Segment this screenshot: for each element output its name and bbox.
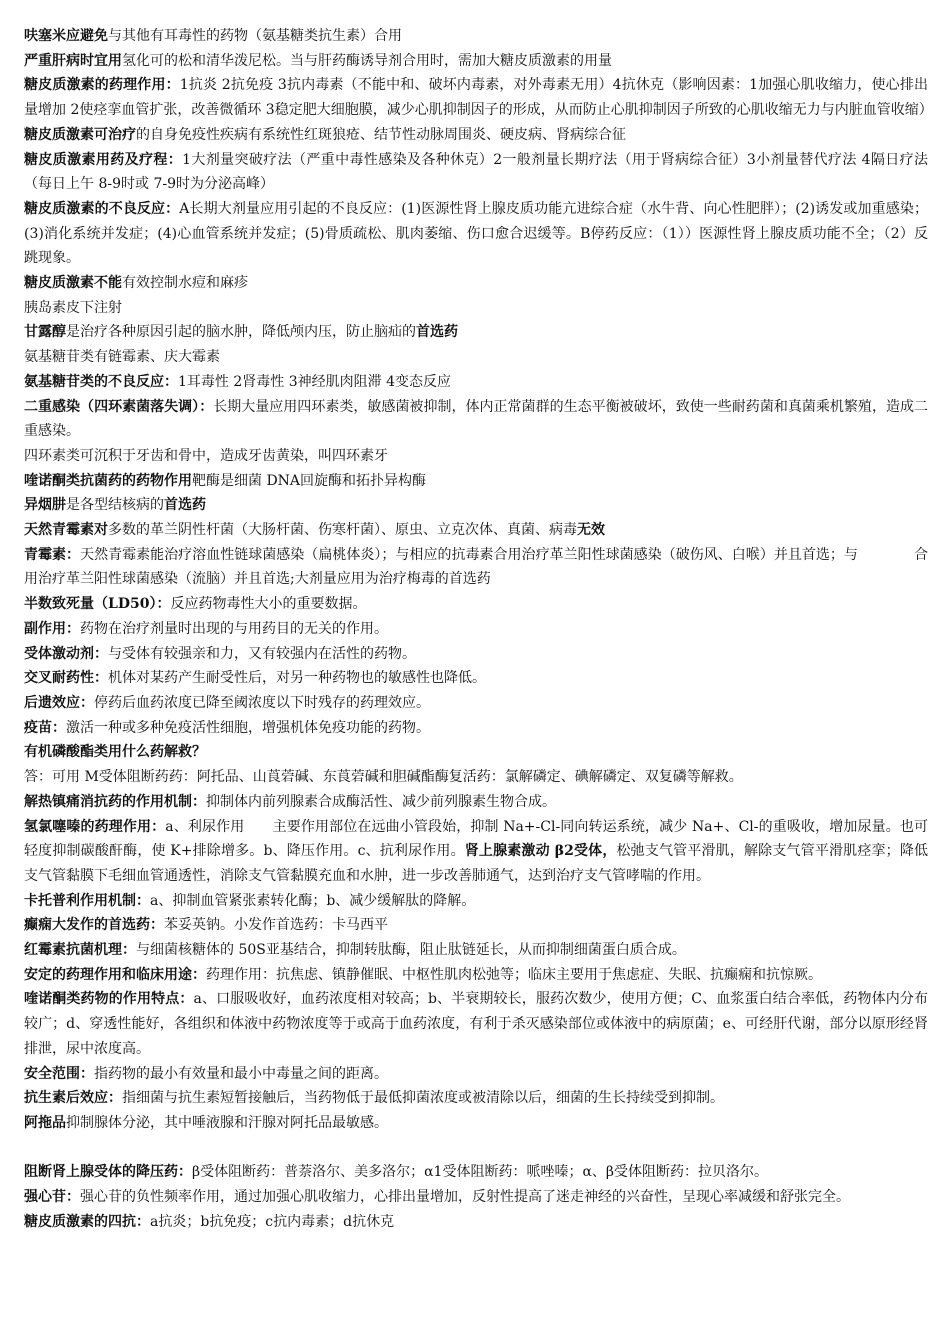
paragraph xyxy=(24,790,928,815)
body-text: 与细菌核糖体的 50S亚基结合，抑制转肽酶，阻止肽链延长，从而抑制细菌蛋白质合成。 xyxy=(136,942,686,959)
body-text: 与其他有耳毒性的药物（氨基糖类抗生素）合用 xyxy=(108,28,402,44)
bold-term: 后遗效应： xyxy=(24,694,94,711)
bold-term: 首选药 xyxy=(164,497,206,514)
body-text: 苯妥英钠。小发作首选药：卡马西平 xyxy=(164,917,388,934)
paragraph xyxy=(24,716,928,741)
paragraph xyxy=(24,444,928,469)
body-text: 抑制腺体分泌，其中唾液腺和汗腺对阿托品最敏感。 xyxy=(66,1114,388,1131)
body-text: 长期大量应用四环素类，敏感菌被抑制，体内正常菌群的生态平衡被破坏，致使一些耐药菌和真菌乘机繁殖，造成二重感染。 xyxy=(24,398,928,440)
bold-term: 呋塞米应避免 xyxy=(24,28,108,44)
paragraph xyxy=(24,740,928,765)
paragraph xyxy=(24,1210,928,1235)
bold-term: 喹诺酮类抗菌药的药物作用 xyxy=(24,472,192,489)
bold-term: 受体激动剂： xyxy=(24,645,108,662)
bold-term: 氨基糖苷类的不良反应： xyxy=(24,373,178,390)
paragraph xyxy=(24,320,928,345)
body-text: 激活一种或多种免疫活性细胞，增强机体免疫功能的药物。 xyxy=(66,719,430,736)
blank-line xyxy=(24,1136,928,1161)
paragraph xyxy=(24,543,928,592)
paragraph xyxy=(24,197,928,271)
body-text: 有效控制水痘和麻疹 xyxy=(122,275,248,292)
body-text: 1大剂量突破疗法（严重中毒性感染及各种休克）2一般剂量长期疗法（用于肾病综合征）3小剂量替代疗法 4隔日疗法（每日上午 8-9时或 7-9时为分泌高峰） xyxy=(24,151,929,193)
bold-term: 交叉耐药性： xyxy=(24,670,108,687)
body-text: a、利尿作用 主要作用部位在远曲小管段始，抑制 Na+-Cl-同向转运系统，减少 Na+、Cl-的重吸收，增加尿量。也可轻度抑制碳酸酐酶，使 K+排除增多。b、降压作用。c、抗利尿作用。 xyxy=(24,818,928,860)
bold-term: 严重肝病时宜用 xyxy=(24,52,122,69)
body-text: 指药物的最小有效量和最小中毒量之间的距离。 xyxy=(94,1065,388,1082)
bold-term: 阿拖品 xyxy=(24,1114,66,1131)
bold-term: 异烟肼 xyxy=(24,497,66,514)
bold-term: 青霉素： xyxy=(24,546,81,563)
paragraph xyxy=(24,1062,928,1087)
paragraph xyxy=(24,1086,928,1111)
paragraph xyxy=(24,617,928,642)
body-text: 是治疗各种原因引起的脑水肿，降低颅内压，防止脑疝的 xyxy=(66,324,416,341)
bold-term: 氢氯噻嗪的药理作用： xyxy=(24,818,166,835)
bold-term: 糖皮质激素的四抗： xyxy=(24,1213,150,1230)
body-text: 天然青霉素能治疗溶血性链球菌感染（扁桃体炎）；与相应的抗毒素合用治疗革兰阳性球菌感染（破伤风、白喉）并且首选；与 合用治疗革兰阳性球菌感染（流脑）并且首选;大剂量应用为治疗梅毒的首选药 xyxy=(24,546,928,588)
body-text: 氢化可的松和清华泼尼松。当与肝药酶诱导剂合用时，需加大糖皮质激素的用量 xyxy=(122,52,612,69)
paragraph xyxy=(24,889,928,914)
bold-term: 解热镇痛消抗药的作用机制： xyxy=(24,793,206,810)
body-text: 机体对某药产生耐受性后，对另一种药物也的敏感性也降低。 xyxy=(108,670,486,687)
bold-term: 天然青霉素对 xyxy=(24,522,108,539)
body-text: a、抑制血管紧张素转化酶；b、减少缓解肽的降解。 xyxy=(150,892,476,909)
bold-term: 疫苗： xyxy=(24,719,66,736)
body-text: 靶酶是细菌 DNA回旋酶和拓扑异构酶 xyxy=(192,472,427,489)
bold-term: 安定的药理作用和临床用途： xyxy=(24,966,206,983)
body-text: 强心苷的负性频率作用，通过加强心肌收缩力，心排出量增加，反射性提高了迷走神经的兴奋性，呈现心率减缓和舒张完全。 xyxy=(80,1189,850,1206)
bold-term: 糖皮质激素用药及疗程： xyxy=(24,151,183,168)
bold-term: 二重感染（四环素菌落失调）： xyxy=(24,398,214,415)
body-text: 抑制体内前列腺素合成酶活性、减少前列腺素生物合成。 xyxy=(206,793,556,810)
body-text: 停药后血药浓度已降至阈浓度以下时残存的药理效应。 xyxy=(94,694,430,711)
body-text: 指细菌与抗生素短暂接触后，当药物低于最低抑菌浓度或被清除以后，细菌的生长持续受到抑制。 xyxy=(122,1090,724,1107)
body-text: 胰岛素皮下注射 xyxy=(24,299,122,316)
body-text: a抗炎；b抗免疫；c抗内毒素；d抗休克 xyxy=(150,1213,395,1230)
paragraph xyxy=(24,592,928,617)
bold-term: 糖皮质激素的不良反应： xyxy=(24,200,180,217)
body-text: A长期大剂量应用引起的不良反应：(1)医源性肾上腺皮质功能亢进综合症（水牛背、向心性肥胖）；(2)诱发或加重感染；(3)消化系统并发症；(4)心血管系统并发症；(5)骨质疏松、肌肉萎缩、伤口愈合迟缓等。B停药反应：（1））医源性肾上腺皮质功能不全；（2）反跳现象。 xyxy=(24,200,928,267)
bold-term: 无效 xyxy=(577,522,605,539)
paragraph xyxy=(24,493,928,518)
body-text: 药物在治疗剂量时出现的与用药目的无关的作用。 xyxy=(80,620,388,637)
bold-term: 首选药 xyxy=(416,324,458,341)
paragraph xyxy=(24,271,928,296)
body-text: 的自身免疫性疾病有系统性红斑狼疮、结节性动脉周围炎、硬皮病、肾病综合征 xyxy=(136,126,626,143)
body-text: 与受体有较强亲和力，又有较强内在活性的药物。 xyxy=(108,645,416,662)
paragraph xyxy=(24,345,928,370)
paragraph xyxy=(24,963,928,988)
paragraph xyxy=(24,765,928,790)
paragraph xyxy=(24,815,928,889)
paragraph xyxy=(24,691,928,716)
paragraph xyxy=(24,49,928,74)
paragraph xyxy=(24,148,928,197)
paragraph xyxy=(24,1185,928,1210)
bold-term: 强心苷： xyxy=(24,1189,80,1206)
bold-term: 红霉素抗菌机理： xyxy=(24,942,136,959)
paragraph xyxy=(24,987,928,1061)
body-text: 是各型结核病的 xyxy=(66,497,164,514)
paragraph xyxy=(24,1111,928,1136)
bold-term: 糖皮质激素的药理作用： xyxy=(24,77,180,94)
paragraph xyxy=(24,469,928,494)
paragraph xyxy=(24,938,928,963)
bold-term: 阻断肾上腺受体的降压药： xyxy=(24,1164,192,1181)
paragraph xyxy=(24,518,928,543)
paragraph xyxy=(24,913,928,938)
body-text: 答：可用 M受体阻断药药：阿托品、山莨菪碱、东莨菪碱和胆碱酯酶复活药：氯解磷定、碘解磷定、双复磷等解救。 xyxy=(24,769,743,786)
body-text: 四环素类可沉积于牙齿和骨中，造成牙齿黄染，叫四环素牙 xyxy=(24,447,388,464)
bold-term: 有机磷酸酯类用什么药解救？ xyxy=(24,744,206,761)
paragraph xyxy=(24,296,928,321)
body-text: 氨基糖苷类有链霉素、庆大霉素 xyxy=(24,349,220,366)
bold-term: 喹诺酮类药物的作用特点： xyxy=(24,991,194,1008)
body-text: 反应药物毒性大小的重要数据。 xyxy=(170,596,367,613)
body-text: 1耳毒性 2肾毒性 3神经肌肉阻滞 4变态反应 xyxy=(178,373,451,390)
bold-term: 副作用： xyxy=(24,620,80,637)
paragraph xyxy=(24,642,928,667)
paragraph xyxy=(24,1160,928,1185)
body-text: 1抗炎 2抗免疫 3抗内毒素（不能中和、破坏内毒素，对外毒素无用）4抗休克（影响因素：1加强心肌收缩力，使心排出量增加 2使痉挛血管扩张，改善微循环 3稳定肥大细胞膜，减少心肌抑制因子的形成，从而防止心肌抑制因子所致的心肌收缩无力与内脏血管收缩） xyxy=(24,77,933,119)
paragraph xyxy=(24,395,928,444)
bold-term: 安全范围： xyxy=(24,1065,94,1082)
paragraph xyxy=(24,123,928,148)
body-text: 多数的革兰阴性杆菌（大肠杆菌、伤寒杆菌）、原虫、立克次体、真菌、病毒 xyxy=(108,522,577,539)
body-text: a、口服吸收好，血药浓度相对较高；b、半衰期较长，服药次数少，使用方便；C、血浆蛋白结合率低，药物体内分布较广；d、穿透性能好，各组织和体液中药物浓度等于或高于血药浓度，有利于杀灭感染部位或体液中的病原菌；e、可经肝代谢，部分以原形经肾排泄，尿中浓度高。 xyxy=(24,991,928,1057)
bold-term: 半数致死量（LD50）： xyxy=(24,596,171,613)
paragraph xyxy=(24,24,928,49)
bold-term: 甘露醇 xyxy=(24,324,66,341)
body-text: 药理作用：抗焦虑、镇静催眠、中枢性肌肉松弛等；临床主要用于焦虑症、失眠、抗癫痫和抗惊厥。 xyxy=(206,966,822,983)
bold-term: 糖皮质激素不能 xyxy=(24,275,122,292)
bold-term: 癫痫大发作的首选药： xyxy=(24,917,164,934)
bold-term: 糖皮质激素可治疗 xyxy=(24,126,136,143)
body-text: β受体阻断药：普萘洛尔、美多洛尔；α1受体阻断药：哌唑嗪；α、β受体阻断药：拉贝洛尔。 xyxy=(192,1164,769,1181)
body-text: 松弛支气管平滑肌，解除支气管平滑肌痉挛；降低支气管黏膜下毛细血管通透性，消除支气管黏膜充血和水肿，进一步改善肺通气，达到治疗支气管哮喘的作用。 xyxy=(24,843,929,884)
bold-term: 抗生素后效应： xyxy=(24,1090,122,1107)
paragraph xyxy=(24,370,928,395)
paragraph xyxy=(24,73,933,122)
paragraph xyxy=(24,666,928,691)
bold-term: 卡托普利作用机制： xyxy=(24,892,150,909)
bold-term: 肾上腺素激动 β2受体， xyxy=(464,843,617,860)
